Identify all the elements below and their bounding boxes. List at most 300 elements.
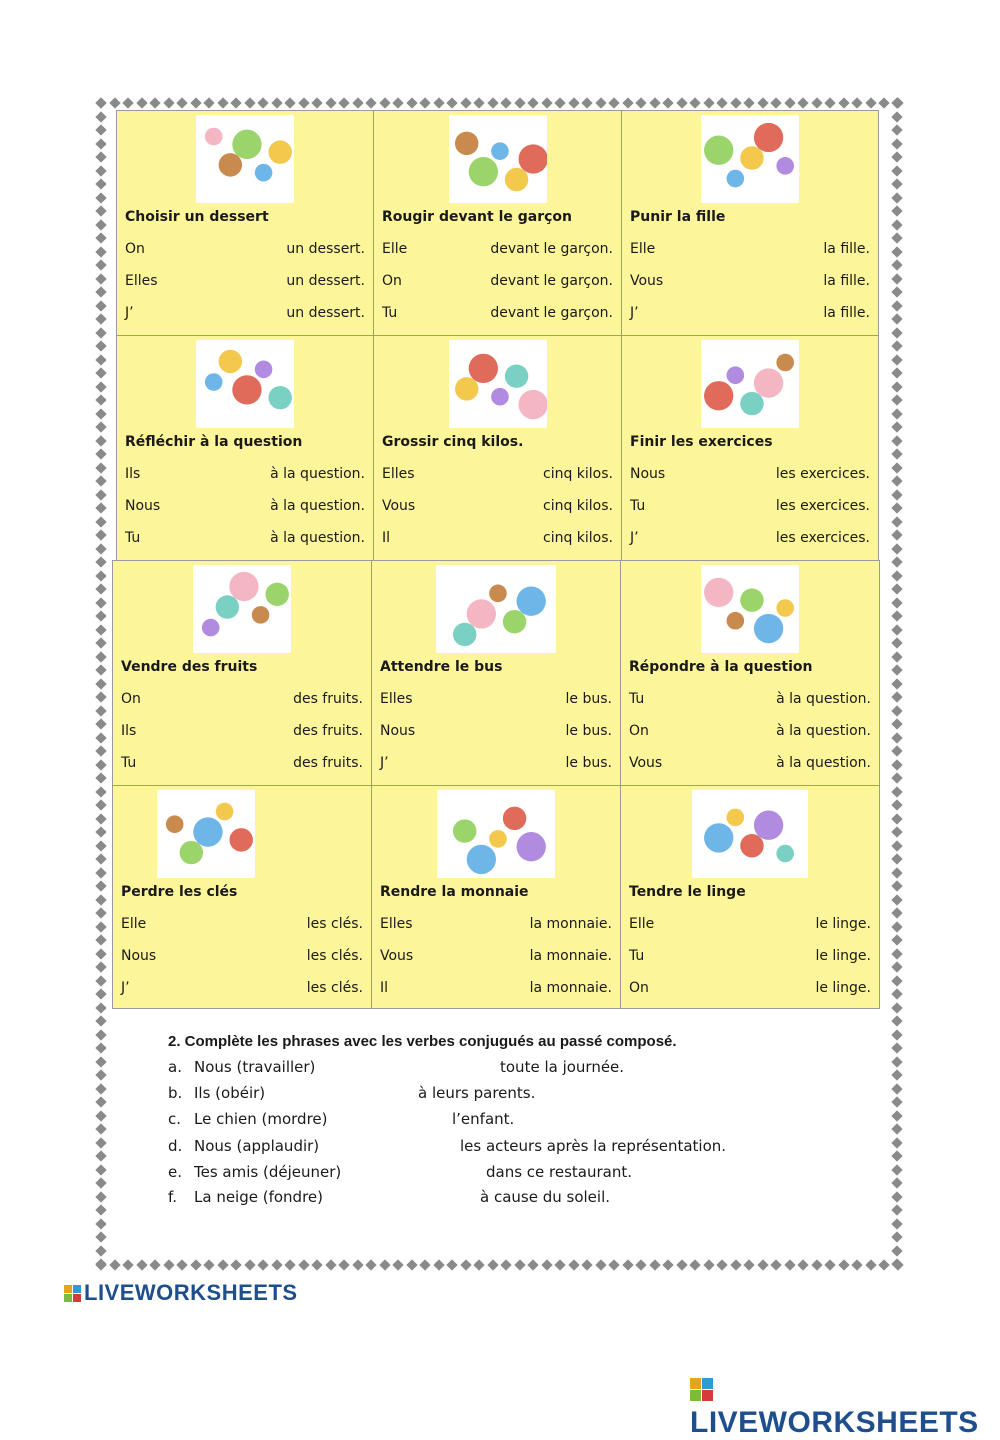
- border-diamond: [95, 1137, 106, 1148]
- subject: J’: [630, 530, 639, 546]
- border-diamond: [891, 286, 902, 297]
- illustration-shape: [503, 610, 526, 633]
- subject: J’: [380, 755, 389, 771]
- item-verb: Le chien (mordre): [194, 1110, 328, 1128]
- border-diamond: [95, 192, 106, 203]
- border-diamond: [95, 1204, 106, 1215]
- border-diamond: [95, 745, 106, 756]
- border-diamond: [271, 97, 282, 108]
- border-diamond: [95, 246, 106, 257]
- border-diamond: [406, 97, 417, 108]
- card-line: [630, 498, 870, 518]
- border-diamond: [891, 367, 902, 378]
- border-diamond: [95, 691, 106, 702]
- complement: le linge.: [815, 980, 871, 996]
- border-diamond: [784, 97, 795, 108]
- card-line: [380, 948, 612, 968]
- border-diamond: [891, 934, 902, 945]
- border-diamond: [891, 205, 902, 216]
- frame-right-border: [890, 96, 904, 1272]
- border-diamond: [891, 340, 902, 351]
- complement: les exercices.: [775, 466, 870, 482]
- border-diamond: [662, 97, 673, 108]
- item-end: toute la journée.: [500, 1058, 625, 1076]
- border-diamond: [891, 435, 902, 446]
- verb-card: [116, 335, 374, 561]
- border-diamond: [95, 435, 106, 446]
- border-diamond: [635, 1259, 646, 1270]
- border-diamond: [284, 1259, 295, 1270]
- exercise-item: [168, 1084, 868, 1106]
- border-diamond: [770, 97, 781, 108]
- liveworksheets-logo: [690, 1372, 1000, 1440]
- border-diamond: [891, 840, 902, 851]
- liveworksheets-mark-icon: [690, 1378, 714, 1402]
- item-end: les acteurs après la représentation.: [460, 1137, 727, 1155]
- card-line: [125, 466, 365, 486]
- laundry-line-picture: [692, 790, 808, 878]
- illustration-shape: [518, 390, 546, 419]
- card-line: [630, 241, 870, 261]
- item-verb: Tes amis (déjeuner): [194, 1163, 342, 1181]
- thinking-boy-picture: [196, 340, 294, 428]
- border-diamond: [891, 759, 902, 770]
- illustration-graphic: [157, 790, 255, 878]
- border-diamond: [891, 772, 902, 783]
- border-diamond: [95, 1258, 106, 1269]
- border-diamond: [190, 97, 201, 108]
- subject: J’: [630, 305, 639, 321]
- border-diamond: [95, 894, 106, 905]
- complement: un dessert.: [286, 241, 365, 257]
- illustration-shape: [517, 587, 546, 616]
- border-diamond: [891, 813, 902, 824]
- border-diamond: [95, 1096, 106, 1107]
- verb-card: [371, 785, 621, 1009]
- exercise-item: [168, 1163, 868, 1185]
- complement: à la question.: [270, 466, 365, 482]
- border-diamond: [95, 340, 106, 351]
- complement: un dessert.: [286, 273, 365, 289]
- illustration-shape: [704, 823, 733, 852]
- border-diamond: [891, 1204, 902, 1215]
- subject: Ils: [125, 466, 141, 482]
- illustration-shape: [704, 578, 733, 607]
- border-diamond: [891, 1083, 902, 1094]
- card-line: [125, 305, 365, 325]
- card-line: [630, 530, 870, 550]
- border-diamond: [757, 97, 768, 108]
- border-diamond: [891, 1096, 902, 1107]
- item-verb: La neige (fondre): [194, 1188, 323, 1206]
- border-diamond: [891, 1137, 902, 1148]
- item-end: dans ce restaurant.: [486, 1163, 633, 1181]
- complement: à la question.: [776, 755, 871, 771]
- border-diamond: [311, 1259, 322, 1270]
- border-diamond: [527, 1259, 538, 1270]
- card-title: Choisir un dessert: [125, 209, 269, 225]
- complement: à la question.: [270, 530, 365, 546]
- frame-left-border: [94, 96, 108, 1272]
- illustration-shape: [232, 130, 261, 159]
- illustration-shape: [754, 811, 783, 840]
- border-diamond: [568, 1259, 579, 1270]
- border-diamond: [891, 354, 902, 365]
- border-diamond: [95, 813, 106, 824]
- border-diamond: [514, 97, 525, 108]
- border-diamond: [891, 111, 902, 122]
- border-diamond: [271, 1259, 282, 1270]
- border-diamond: [379, 97, 390, 108]
- border-diamond: [392, 1259, 403, 1270]
- border-diamond: [568, 97, 579, 108]
- border-diamond: [95, 705, 106, 716]
- scolding-picture: [701, 115, 799, 203]
- card-line: [382, 241, 613, 261]
- card-line: [380, 980, 612, 1000]
- border-diamond: [581, 1259, 592, 1270]
- border-diamond: [446, 1259, 457, 1270]
- border-diamond: [460, 1259, 471, 1270]
- complement: des fruits.: [293, 691, 363, 707]
- exercise-item: [168, 1110, 868, 1132]
- card-line: [380, 916, 612, 936]
- border-diamond: [325, 1259, 336, 1270]
- border-diamond: [891, 421, 902, 432]
- border-diamond: [95, 502, 106, 513]
- liveworksheets-mark-icon: [64, 1285, 82, 1303]
- subject: J’: [121, 980, 130, 996]
- border-diamond: [95, 354, 106, 365]
- subject: J’: [125, 305, 134, 321]
- confused-woman-picture: [157, 790, 255, 878]
- border-diamond: [891, 259, 902, 270]
- subject: Vous: [629, 755, 663, 771]
- exercise-title: 2. Complète les phrases avec les verbes conjugués au passé composé.: [168, 1033, 677, 1050]
- card-line: [629, 691, 871, 711]
- illustration-shape: [205, 373, 223, 391]
- subject: Nous: [380, 723, 416, 739]
- border-diamond: [95, 178, 106, 189]
- border-diamond: [95, 664, 106, 675]
- illustration-shape: [776, 845, 794, 863]
- illustration-graphic: [436, 565, 556, 653]
- border-diamond: [365, 1259, 376, 1270]
- border-diamond: [891, 826, 902, 837]
- border-diamond: [865, 1259, 876, 1270]
- border-diamond: [95, 651, 106, 662]
- border-diamond: [95, 610, 106, 621]
- border-diamond: [95, 219, 106, 230]
- illustration-shape: [229, 572, 258, 601]
- border-diamond: [122, 97, 133, 108]
- border-diamond: [891, 97, 902, 108]
- item-letter: c.: [168, 1110, 182, 1128]
- exercise-item: [168, 1188, 868, 1210]
- border-diamond: [95, 367, 106, 378]
- card-title: Réfléchir à la question: [125, 434, 303, 450]
- illustration-shape: [468, 354, 497, 383]
- border-diamond: [338, 97, 349, 108]
- complement: un dessert.: [286, 305, 365, 321]
- illustration-graphic: [449, 115, 547, 203]
- border-diamond: [95, 516, 106, 527]
- border-diamond: [891, 1245, 902, 1256]
- border-diamond: [811, 97, 822, 108]
- card-line: [125, 241, 365, 261]
- illustration-shape: [467, 599, 496, 628]
- border-diamond: [460, 97, 471, 108]
- card-title: Répondre à la question: [629, 659, 813, 675]
- border-diamond: [95, 529, 106, 540]
- card-line: [121, 723, 363, 743]
- border-diamond: [122, 1259, 133, 1270]
- border-diamond: [838, 97, 849, 108]
- border-diamond: [217, 1259, 228, 1270]
- illustration-shape: [454, 377, 477, 400]
- border-diamond: [649, 1259, 660, 1270]
- illustration-shape: [503, 807, 526, 830]
- border-diamond: [891, 232, 902, 243]
- item-letter: b.: [168, 1084, 183, 1102]
- illustration-shape: [454, 132, 477, 155]
- border-diamond: [95, 273, 106, 284]
- complement: le bus.: [565, 691, 612, 707]
- border-diamond: [891, 1002, 902, 1013]
- border-diamond: [149, 97, 160, 108]
- card-line: [380, 755, 612, 775]
- subject: Vous: [630, 273, 664, 289]
- subject: Tu: [630, 498, 646, 514]
- border-diamond: [676, 97, 687, 108]
- border-diamond: [95, 826, 106, 837]
- card-line: [121, 755, 363, 775]
- border-diamond: [891, 529, 902, 540]
- item-verb: Nous (applaudir): [194, 1137, 320, 1155]
- border-diamond: [891, 313, 902, 324]
- border-diamond: [176, 97, 187, 108]
- subject: On: [629, 980, 649, 996]
- border-diamond: [95, 1042, 106, 1053]
- subject: Elle: [630, 241, 656, 257]
- border-diamond: [891, 381, 902, 392]
- illustration-shape: [491, 388, 509, 406]
- border-diamond: [244, 97, 255, 108]
- illustration-shape: [232, 375, 261, 404]
- border-diamond: [95, 286, 106, 297]
- illustration-shape: [467, 845, 496, 874]
- border-diamond: [95, 853, 106, 864]
- border-diamond: [95, 799, 106, 810]
- border-diamond: [95, 1191, 106, 1202]
- border-diamond: [891, 664, 902, 675]
- card-title: Rendre la monnaie: [380, 884, 529, 900]
- border-diamond: [635, 97, 646, 108]
- card-title: Tendre le linge: [629, 884, 746, 900]
- border-diamond: [891, 448, 902, 459]
- border-diamond: [891, 705, 902, 716]
- exercise-item: [168, 1058, 868, 1080]
- border-diamond: [487, 1259, 498, 1270]
- border-diamond: [891, 1258, 902, 1269]
- border-diamond: [257, 97, 268, 108]
- verb-card: [371, 560, 621, 786]
- border-diamond: [392, 97, 403, 108]
- border-diamond: [95, 1123, 106, 1134]
- complement: le bus.: [565, 755, 612, 771]
- blushing-girl-picture: [449, 115, 547, 203]
- subject: Tu: [629, 948, 645, 964]
- illustration-shape: [268, 386, 291, 409]
- subject: Elle: [629, 916, 655, 932]
- illustration-graphic: [701, 340, 799, 428]
- border-diamond: [622, 1259, 633, 1270]
- card-line: [630, 305, 870, 325]
- card-title: Punir la fille: [630, 209, 726, 225]
- border-diamond: [95, 867, 106, 878]
- complement: la monnaie.: [529, 948, 612, 964]
- card-line: [629, 948, 871, 968]
- card-title: Attendre le bus: [380, 659, 503, 675]
- illustration-shape: [453, 623, 476, 646]
- border-diamond: [95, 637, 106, 648]
- illustration-graphic: [196, 115, 294, 203]
- border-diamond: [284, 97, 295, 108]
- border-diamond: [298, 1259, 309, 1270]
- illustration-shape: [754, 614, 783, 643]
- border-diamond: [95, 165, 106, 176]
- border-diamond: [95, 1110, 106, 1121]
- border-diamond: [824, 1259, 835, 1270]
- border-diamond: [190, 1259, 201, 1270]
- border-diamond: [891, 691, 902, 702]
- illustration-shape: [265, 583, 288, 606]
- illustration-graphic: [701, 565, 799, 653]
- border-diamond: [891, 543, 902, 554]
- verb-card: [116, 110, 374, 336]
- card-line: [125, 273, 365, 293]
- complement: cinq kilos.: [543, 498, 613, 514]
- border-diamond: [622, 97, 633, 108]
- illustration-graphic: [193, 565, 291, 653]
- border-diamond: [891, 1042, 902, 1053]
- border-diamond: [95, 975, 106, 986]
- border-diamond: [891, 583, 902, 594]
- subject: Elles: [380, 916, 413, 932]
- border-diamond: [514, 1259, 525, 1270]
- complement: la monnaie.: [529, 916, 612, 932]
- illustration-shape: [727, 170, 745, 188]
- desserts-picture: [196, 115, 294, 203]
- border-diamond: [257, 1259, 268, 1270]
- border-diamond: [891, 637, 902, 648]
- illustration-shape: [205, 128, 223, 146]
- complement: devant le garçon.: [490, 305, 613, 321]
- border-diamond: [95, 921, 106, 932]
- border-diamond: [891, 1164, 902, 1175]
- verb-card: [373, 110, 622, 336]
- border-diamond: [95, 759, 106, 770]
- border-diamond: [95, 1015, 106, 1026]
- border-diamond: [500, 97, 511, 108]
- illustration-shape: [727, 809, 745, 827]
- subject: On: [121, 691, 141, 707]
- subject: Nous: [121, 948, 157, 964]
- border-diamond: [891, 988, 902, 999]
- border-diamond: [891, 1029, 902, 1040]
- illustration-shape: [776, 354, 794, 372]
- border-diamond: [891, 138, 902, 149]
- subject: Il: [382, 530, 391, 546]
- border-diamond: [95, 408, 106, 419]
- illustration-shape: [179, 841, 202, 864]
- border-diamond: [95, 907, 106, 918]
- illustration-shape: [754, 368, 783, 397]
- border-diamond: [95, 678, 106, 689]
- border-diamond: [891, 151, 902, 162]
- border-diamond: [95, 421, 106, 432]
- border-diamond: [298, 97, 309, 108]
- verb-card: [621, 335, 879, 561]
- card-line: [629, 723, 871, 743]
- border-diamond: [891, 1110, 902, 1121]
- border-diamond: [379, 1259, 390, 1270]
- border-diamond: [95, 1029, 106, 1040]
- border-diamond: [891, 975, 902, 986]
- card-line: [382, 498, 613, 518]
- border-diamond: [608, 97, 619, 108]
- border-diamond: [217, 97, 228, 108]
- complement: la fille.: [823, 241, 870, 257]
- liveworksheets-logo-text: LIVEWORKSHEETS: [690, 1406, 979, 1439]
- border-diamond: [891, 475, 902, 486]
- card-line: [630, 273, 870, 293]
- border-diamond: [891, 732, 902, 743]
- subject: Elles: [125, 273, 158, 289]
- border-diamond: [541, 1259, 552, 1270]
- subject: Tu: [121, 755, 137, 771]
- illustration-shape: [740, 588, 763, 611]
- complement: la fille.: [823, 273, 870, 289]
- border-diamond: [891, 907, 902, 918]
- border-diamond: [891, 610, 902, 621]
- border-diamond: [676, 1259, 687, 1270]
- complement: devant le garçon.: [490, 273, 613, 289]
- border-diamond: [95, 232, 106, 243]
- border-diamond: [891, 124, 902, 135]
- border-diamond: [811, 1259, 822, 1270]
- card-title: Rougir devant le garçon: [382, 209, 573, 225]
- border-diamond: [419, 97, 430, 108]
- illustration-shape: [229, 828, 252, 851]
- border-diamond: [95, 988, 106, 999]
- item-end: l’enfant.: [452, 1110, 515, 1128]
- subject: Tu: [629, 691, 645, 707]
- illustration-shape: [740, 146, 763, 169]
- card-line: [382, 466, 613, 486]
- border-diamond: [406, 1259, 417, 1270]
- card-line: [380, 723, 612, 743]
- card-line: [121, 691, 363, 711]
- border-diamond: [95, 840, 106, 851]
- illustration-shape: [202, 619, 220, 637]
- item-letter: e.: [168, 1163, 182, 1181]
- verb-card: [112, 560, 372, 786]
- border-diamond: [891, 1150, 902, 1161]
- border-diamond: [95, 313, 106, 324]
- border-diamond: [95, 961, 106, 972]
- complement: les exercices.: [775, 530, 870, 546]
